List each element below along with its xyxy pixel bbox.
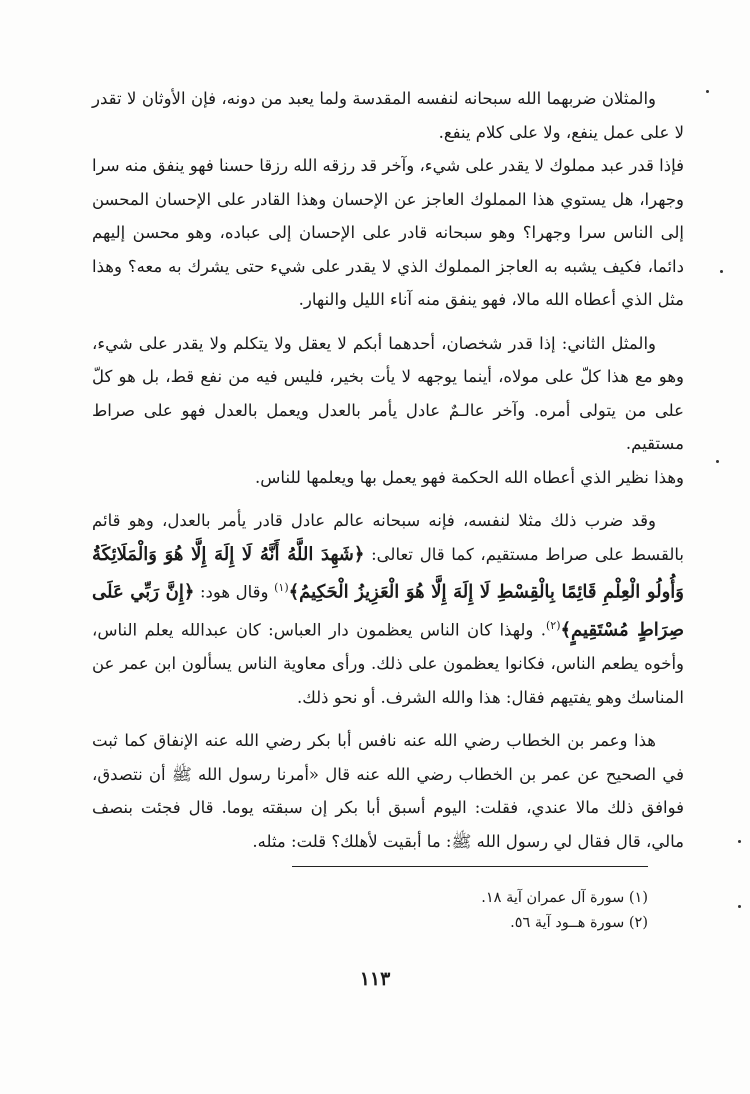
footnote-divider	[292, 866, 648, 867]
scan-speck	[706, 90, 709, 93]
paragraph-2: فإذا قدر عبد مملوك لا يقدر على شيء، وآخر قد رزقه الله رزقا حسنا فهو ينفق منه سرا وجهرا، هل يستوي هذا المملوك العاجز عن الإحسان وهذا القادر على الإحسان المحسن إلى الناس سرا وجهرا؟ وهو سبحانه قادر على الإحسان إلى عباده، وهو محسن إليهم دائما، فكيف يشبه به العاجز المملوك الذي لا يقدر على شيء حتى يشرك به معه؟ وهذا مثل الذي أعطاه الله مالا، فهو ينفق منه آناء الليل والنهار.	[92, 156, 684, 309]
footnote-ref-1: (١)	[274, 581, 289, 594]
paragraph-5	[92, 504, 684, 714]
paragraph-5-text-c: . ولهذا كان الناس يعظمون دار العباس: كان عبدالله يعلم الناس، وأخوه يطعم الناس، فكانوا يعظمون على ذلك. ورأى معاوية الناس يسألون ابن عمر عن المناسك وهو يفتيهم فقال: هذا والله الشرف. أو نحو ذلك.	[92, 620, 684, 707]
scan-speck	[716, 460, 719, 463]
quran-verse-2: ﴿إِنَّ رَبِّي عَلَى صِرَاطٍ مُسْتَقِيمٍ﴾	[92, 581, 684, 641]
paragraph-5-text-b: وقال هود:	[199, 582, 269, 602]
paragraph-3: والمثل الثاني: إذا قدر شخصان، أحدهما أبكم لا يعقل ولا يتكلم ولا يقدر على شيء، وهو مع هذا كلّ على مولاه، أينما يوجهه لا يأت بخير، فليس فيه من نفع قط، بل هو كلّ على من يتولى أمره. وآخر عالـمٌ عادل يأمر بالعدل ويعمل بالعدل فهو على صراط مستقيم.	[92, 333, 684, 453]
paragraph-6: هذا وعمر بن الخطاب رضي الله عنه نافس أبا بكر رضي الله عنه الإنفاق كما ثبت في الصحيح عن عمر بن الخطاب رضي الله عنه قال «أمرنا رسول الله ﷺ أن نتصدق، فوافق ذلك مالا عندي، فقلت: اليوم أسبق أبا بكر إن سبقته يوما. قال فجئت بنصف مالي، قال فقال لي رسول الله ﷺ: ما أبقيت لأهلك؟ قلت: مثله.	[92, 731, 684, 851]
scan-speck	[738, 905, 741, 908]
quran-verse-1: ﴿شَهِدَ اللَّهُ أَنَّهُ لَا إِلَهَ إِلَّا هُوَ وَالْمَلَائِكَةُ وَأُولُو الْعِلْمِ قَائِمًا بِالْقِسْطِ لَا إِلَهَ إِلَّا هُوَ الْعَزِيزُ الْحَكِيمُ﴾	[92, 543, 684, 603]
paragraph-4: وهذا نظير الذي أعطاه الله الحكمة فهو يعمل بها ويعلمها للناس.	[255, 467, 684, 487]
main-text	[92, 82, 684, 858]
footnote-2: (٢) سورة هــود آية ٥٦.	[510, 915, 648, 931]
scan-speck	[720, 270, 723, 273]
paragraph-1: والمثلان ضربهما الله سبحانه لنفسه المقدسة ولما يعبد من دونه، فإن الأوثان لا تقدر لا على عمل ينفع، ولا على كلام ينفع.	[92, 89, 684, 142]
footnotes	[300, 886, 648, 936]
page-number: ١١٣	[359, 968, 391, 990]
footnote-1: (١) سورة آل عمران آية ١٨.	[481, 890, 648, 906]
footnote-ref-2: (٢)	[545, 619, 561, 632]
paragraph-5-text-a: وقد ضرب ذلك مثلا لنفسه، فإنه سبحانه عالم عادل قادر يأمر بالعدل، وهو قائم بالقسط على صراط مستقيم، كما قال تعالى:	[92, 511, 684, 564]
scan-speck	[738, 840, 741, 843]
